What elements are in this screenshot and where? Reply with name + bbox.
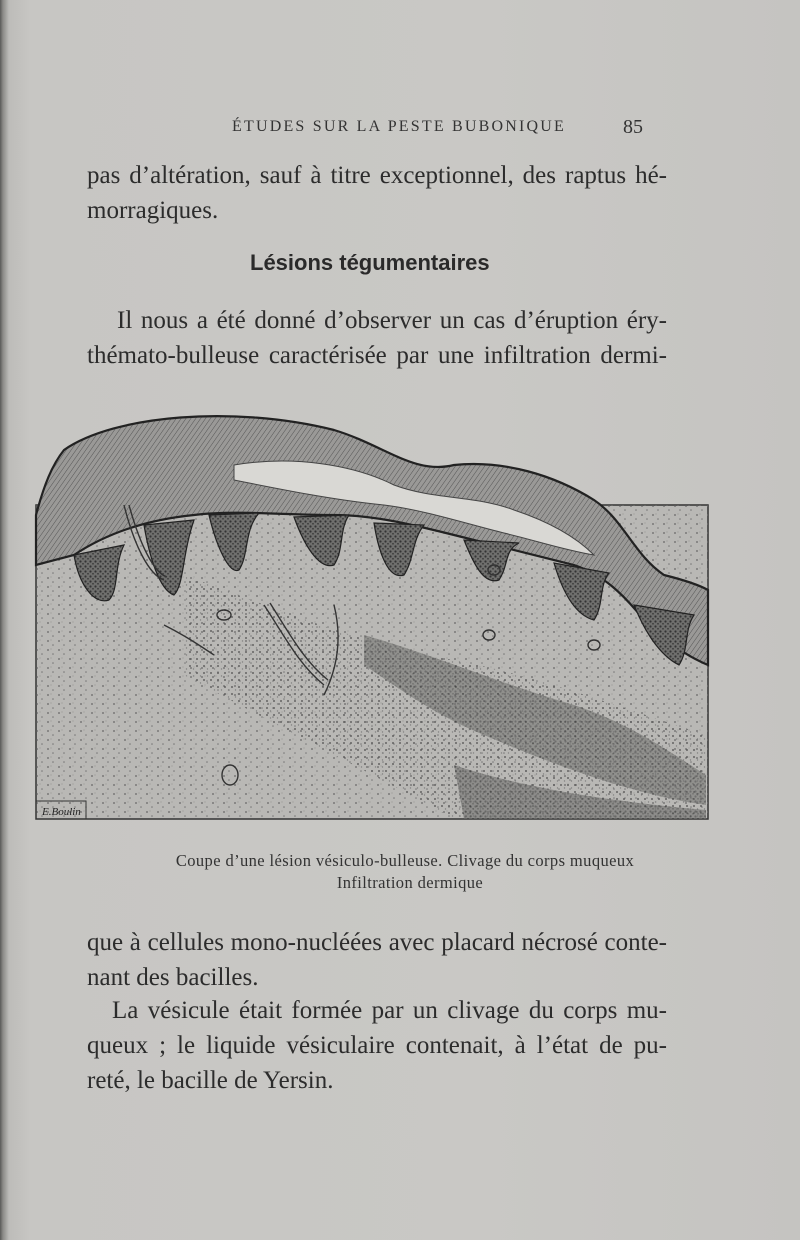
paragraph-2: [87, 303, 667, 373]
text-line: reté, le bacille de Yersin.: [87, 1067, 334, 1094]
page-number: 85: [623, 116, 643, 138]
caption-line: Infiltration dermique: [336, 873, 484, 892]
paragraph-3: [87, 925, 667, 995]
histology-drawing: [34, 405, 710, 823]
histology-illustration: [34, 405, 710, 823]
text-line: Il nous a été donné d’observer un cas d’éruption éry-: [117, 307, 667, 334]
text-line: queux ; le liquide vésiculaire contenait, à l’état de pu-: [87, 1032, 667, 1059]
figure-caption: [0, 850, 800, 894]
text-line: thémato-bulleuse caractérisée par une infiltration dermi-: [87, 342, 667, 369]
text-line: morragiques.: [87, 197, 219, 224]
caption-line: Coupe d’une lésion vésiculo-bulleuse. Clivage du corps muqueux: [175, 851, 635, 870]
section-heading: Lésions tégumentaires: [250, 250, 490, 275]
text-line: La vésicule était formée par un clivage du corps mu-: [112, 997, 667, 1024]
text-line: nant des bacilles.: [87, 964, 259, 991]
artist-signature: E.Boulin: [42, 806, 81, 818]
running-title: ÉTUDES SUR LA PESTE BUBONIQUE: [232, 118, 567, 135]
text-line: que à cellules mono-nucléées avec placard nécrosé conte-: [87, 929, 667, 956]
paragraph-1: [87, 158, 667, 228]
text-line: pas d’altération, sauf à titre exceptionnel, des raptus hé-: [87, 162, 667, 189]
paragraph-4: [87, 993, 667, 1098]
